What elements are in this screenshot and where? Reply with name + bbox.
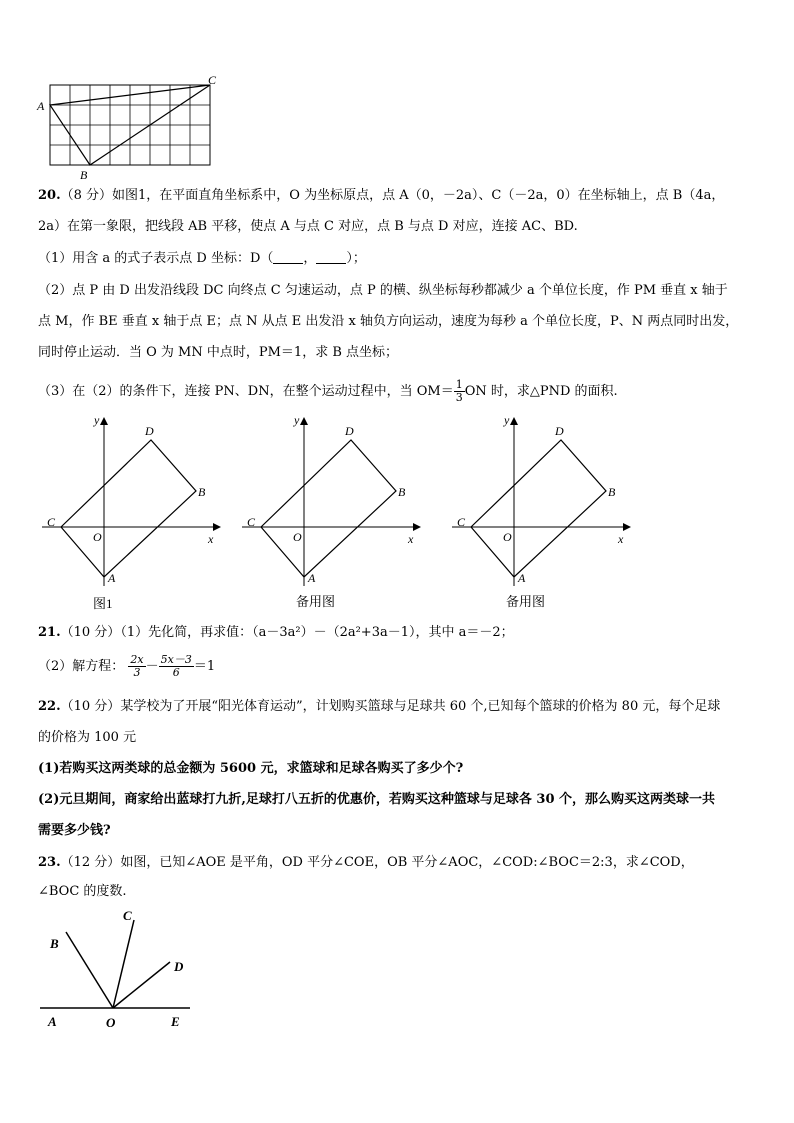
- q21-number: 21.: [38, 625, 61, 640]
- svg-text:y: y: [294, 413, 300, 427]
- q20-part2-line1: （2）点 P 由 D 出发沿线段 DC 向终点 C 匀速运动，点 P 的横、纵坐标每秒都减少 a 个单位长度，作 PM 垂直 x 轴于: [38, 283, 728, 298]
- label-c: C: [123, 908, 132, 923]
- q22-number: 22.: [38, 699, 61, 714]
- grid: [50, 85, 210, 165]
- svg-text:C: C: [457, 515, 466, 529]
- q20-part1: （1）用含 a 的式子表示点 D 坐标：D（ ， ）；: [38, 251, 366, 266]
- label-a: A: [37, 99, 45, 113]
- point-d-label: D: [145, 424, 154, 438]
- svg-text:A: A: [308, 571, 316, 585]
- svg-text:B: B: [608, 485, 616, 499]
- grid-triangle-figure: [34, 72, 224, 182]
- label-a: A: [48, 1014, 57, 1029]
- svg-text:x: x: [408, 532, 414, 546]
- ray-od: [113, 962, 170, 1008]
- origin-label: O: [93, 530, 102, 544]
- q21-part2: （2）解方程： $\frac{2x}{3}$ － $\frac{5x-3}{6}$ ＝1: [38, 653, 216, 679]
- q22-stem2: 的价格为 100 元: [38, 730, 137, 745]
- q21-part1-line: [38, 625, 514, 641]
- svg-text:x: x: [618, 532, 624, 546]
- svg-text:y: y: [504, 413, 510, 427]
- figure-2-caption: 备用图: [296, 594, 336, 609]
- q22-stem-line1: [38, 699, 720, 715]
- q22-part2-line2: 需要多少钱?: [38, 823, 111, 838]
- label-d: D: [174, 959, 184, 974]
- label-o: O: [106, 1015, 116, 1030]
- q22-part1: (1)若购买这两类球的总金额为 5600 元，求篮球和足球各购买了多少个?: [38, 761, 464, 776]
- label-c: C: [208, 73, 217, 87]
- axis-x-label: x: [208, 532, 214, 546]
- svg-text:D: D: [345, 424, 354, 438]
- q23-number: 23.: [38, 855, 61, 870]
- svg-text:A: A: [518, 571, 526, 585]
- q21-score: （10 分）: [60, 625, 121, 640]
- axis-y-label: y: [94, 413, 100, 427]
- answer-blank-x[interactable]: [273, 251, 303, 264]
- label-b: B: [50, 936, 59, 951]
- point-c-label: C: [47, 515, 56, 529]
- point-a-label: A: [108, 571, 116, 585]
- q22-score: （10 分）: [60, 699, 121, 714]
- coord-figures: [38, 410, 648, 615]
- figure-3-caption: 备用图: [506, 594, 546, 609]
- q22-stem1: 某学校为了开展“阳光体育运动”，计划购买篮球与足球共 60 个,已知每个篮球的价格为 80 元，每个足球: [120, 699, 721, 714]
- q20-part2-line3: 同时停止运动．当 O 为 MN 中点时，PM＝1，求 B 点坐标；: [38, 345, 399, 360]
- figure-3: [452, 413, 630, 609]
- label-b: B: [80, 168, 88, 182]
- q23-score: （12 分）: [60, 855, 121, 870]
- figure-1-caption: 图1: [93, 596, 113, 611]
- q20-part3: （3）在（2）的条件下，连接 PN、DN，在整个运动过程中，当 OM＝ $\frac{1}{3}$ ON 时，求△PND 的面积.: [38, 378, 618, 404]
- ray-oc: [113, 920, 134, 1008]
- q20-score: （8 分）: [60, 188, 113, 203]
- svg-text:C: C: [247, 515, 256, 529]
- q22-part2-line1: (2)元旦期间，商家给出蓝球打九折,足球打八五折的优惠价，若购买这种篮球与足球各 30 个，那么购买这两类球一共: [38, 792, 716, 807]
- svg-text:O: O: [503, 530, 512, 544]
- fraction-one-third: $\frac{1}{3}$: [455, 378, 463, 404]
- q23-stem2: ∠BOC 的度数.: [38, 884, 127, 899]
- answer-blank-y[interactable]: [316, 251, 346, 264]
- label-e: E: [171, 1014, 180, 1029]
- angle-figure: [36, 905, 206, 1035]
- fraction-5x-3-over-6: $\frac{5x-3}{6}$: [160, 653, 192, 679]
- q20-stem1: 如图1，在平面直角坐标系中，O 为坐标原点，点 A（0，－2a）、C（－2a，0）在坐标轴上，点 B（4a，: [112, 188, 725, 203]
- figure-1: [42, 413, 220, 611]
- svg-text:B: B: [398, 485, 406, 499]
- ray-ob: [66, 932, 113, 1008]
- q20-part2-line2: 点 M，作 BE 垂直 x 轴于点 E；点 N 从点 E 出发沿 x 轴负方向运动，速度为每秒 a 个单位长度，P、N 两点同时出发，: [38, 314, 739, 329]
- svg-text:D: D: [555, 424, 564, 438]
- q23-stem1: 如图，已知∠AOE 是平角，OD 平分∠COE，OB 平分∠AOC，∠COD:∠BOC＝2:3，求∠COD，: [120, 855, 694, 870]
- q20-number: 20.: [38, 188, 61, 203]
- q20-stem2: 2a）在第一象限，把线段 AB 平移，使点 A 与点 C 对应，点 B 与点 D 对应，连接 AC、BD.: [38, 219, 578, 234]
- q23-stem-line1: [38, 855, 694, 871]
- q21-part1: （1）先化简，再求值：（a－3a²）－（2a²+3a－1），其中 a＝－2；: [120, 625, 514, 640]
- figure-2: [242, 413, 420, 609]
- fraction-2x-over-3: $\frac{2x}{3}$: [130, 653, 144, 679]
- svg-text:O: O: [293, 530, 302, 544]
- point-b-label: B: [198, 485, 206, 499]
- q20-stem-line1: [38, 188, 724, 204]
